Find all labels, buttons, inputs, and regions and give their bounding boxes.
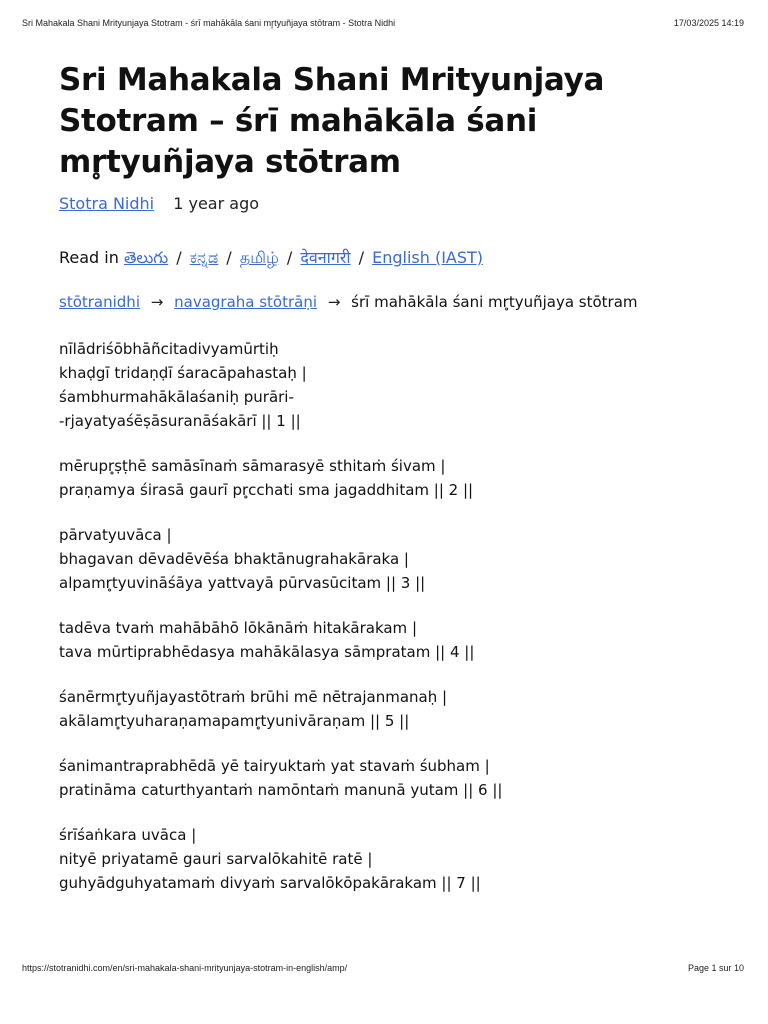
verse-line: śambhurmahākālaśaniḥ purāri- [59,388,294,406]
verse-line: -rjayatyaśēṣāsuranāśakārī || 1 || [59,412,301,430]
verse-2 [59,454,719,502]
print-footer [22,961,744,977]
verse-line: alpamr̥tyuvināśāya yattvayā pūrvasūcitam || 3 || [59,574,426,592]
language-separator: / [358,248,365,267]
language-separator: / [176,248,182,267]
verse-line: mērupr̥ṣṭhē samāsīnaṁ sāmarasyē sthitaṁ śivam | [59,457,446,475]
verse-line: bhagavan dēvadēvēśa bhaktānugrahakāraka | [59,550,409,568]
read-in-prefix: Read in [59,248,119,267]
language-separator: / [226,248,232,267]
verse-line: tadēva tvaṁ mahābāhō lōkānāṁ hitakārakam | [59,619,417,637]
language-separator: / [286,248,293,267]
print-header-title: Sri Mahakala Shani Mrityunjaya Stotram - śrī mahākāla śani mr̥tyuñjaya stōtram - Stotra Nidhi [22,18,396,28]
stotram-text [59,337,719,895]
verse-1 [59,337,719,433]
language-link-kannada[interactable]: ಕನ್ನಡ [189,248,219,267]
verse-line: tava mūrtiprabhēdasya mahākālasya sāmpratam || 4 || [59,643,475,661]
verse-line: pratināma caturthyantaṁ namōntaṁ manunā yutam || 6 || [59,781,503,799]
byline [59,193,719,215]
verse-line: praṇamya śirasā gaurī pr̥cchati sma jagaddhitam || 2 || [59,481,474,499]
print-header [22,16,744,32]
verse-line: guhyādguhyatamaṁ divyaṁ sarvalōkōpakārakam || 7 || [59,874,481,892]
verse-line: śrīśaṅkara uvāca | [59,826,197,844]
verse-line: śanērmr̥tyuñjayastōtraṁ brūhi mē nētrajanmanaḥ | [59,688,448,706]
language-link-tamil[interactable]: தமிழ் [239,248,279,267]
breadcrumb-link-category[interactable]: navagraha stōtrāṇi [174,293,318,311]
verse-5 [59,685,719,733]
verse-6 [59,754,719,802]
read-in-languages [59,247,719,269]
language-link-telugu[interactable]: తెలుగు [123,248,169,267]
verse-line: khaḍgī tridaṇḍī śaracāpahastaḥ | [59,364,307,382]
verse-4 [59,616,719,664]
post-time: 1 year ago [173,194,260,213]
verse-line: nīlādriśōbhāñcitadivyamūrtiḥ [59,340,279,358]
verse-3 [59,523,719,595]
breadcrumb-link-home[interactable]: stōtranidhi [59,293,140,311]
verse-line: pārvatyuvāca | [59,526,172,544]
print-footer-url: https://stotranidhi.com/en/sri-mahakala-shani-mrityunjaya-stotram-in-english/amp/ [22,963,348,973]
arrow-right-icon: → [150,293,164,311]
print-header-date: 17/03/2025 14:19 [673,18,744,28]
breadcrumb [59,291,719,313]
verse-line: śanimantraprabhēdā yē tairyuktaṁ yat stavaṁ śubham | [59,757,490,775]
verse-line: akālamr̥tyuharaṇamapamr̥tyunivāraṇam || 5 || [59,712,410,730]
page-title: Sri Mahakala Shani Mrityunjaya Stotram – śrī mahākāla śani mr̥tyuñjaya stōtram [59,62,605,180]
language-link-english-iast[interactable]: English (IAST) [372,248,484,267]
author-link[interactable]: Stotra Nidhi [59,194,155,213]
article-content [59,60,719,916]
print-footer-page-number: Page 1 sur 10 [687,963,744,973]
language-link-devanagari[interactable]: देवनागरी [300,248,351,267]
arrow-right-icon: → [327,293,341,311]
verse-7 [59,823,719,895]
verse-line: nityē priyatamē gauri sarvalōkahitē ratē | [59,850,373,868]
breadcrumb-current: śrī mahākāla śani mr̥tyuñjaya stōtram [351,293,638,311]
